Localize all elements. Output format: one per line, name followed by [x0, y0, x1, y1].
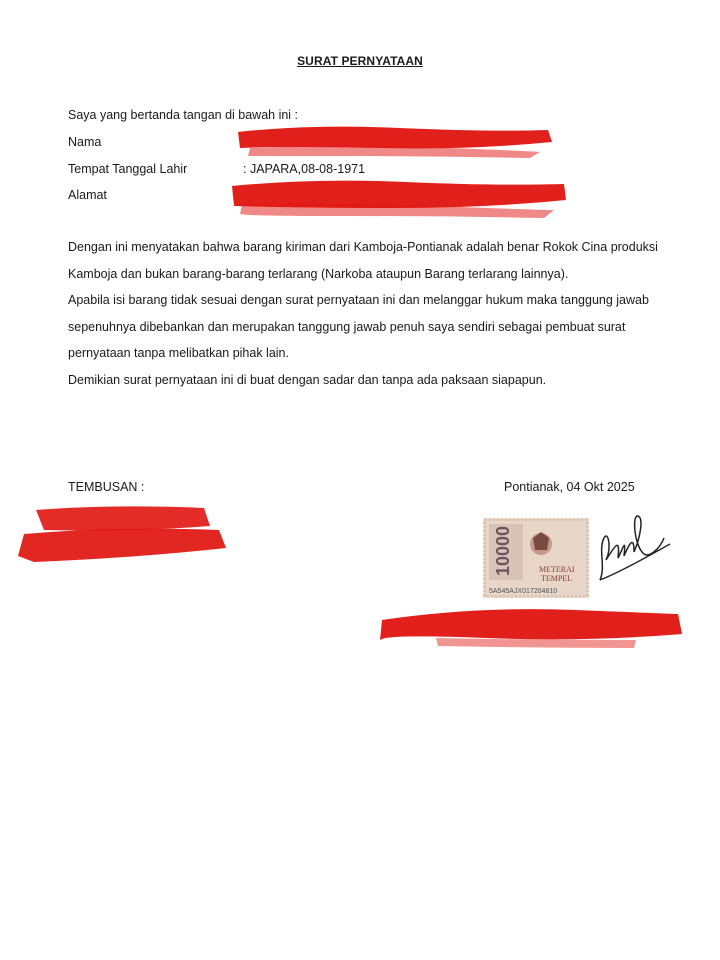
redaction-address [226, 174, 571, 220]
stamp-serial: 5A545AJX017204810 [489, 588, 558, 595]
intro-text: Saya yang bertanda tangan di bawah ini : [68, 108, 299, 122]
name-label: Nama [68, 135, 102, 149]
redaction-name [230, 118, 560, 160]
place-date: Pontianak, 04 Okt 2025 [504, 480, 635, 494]
statement-paragraph-2: Apabila isi barang tidak sesuai dengan surat pernyataan ini dan melanggar hukum maka tanggung jawab sepenuhnya dibebankan dan merupakan tanggung jawab penuh saya sendiri sebagai pembuat surat pernyataan tanpa melibatkan pihak lain. [68, 293, 649, 360]
cc-label: TEMBUSAN : [68, 480, 145, 494]
document-title: SURAT PERNYATAAN [297, 54, 423, 68]
birth-value: : JAPARA,08-08-1971 [243, 162, 366, 176]
redaction-signer-name [376, 600, 686, 650]
birth-label: Tempat Tanggal Lahir [68, 162, 188, 176]
signature [560, 508, 675, 588]
address-label: Alamat [68, 188, 107, 202]
statement-paragraph-1: Dengan ini menyatakan bahwa barang kiriman dari Kamboja-Pontianak adalah benar Rokok Cina produksi Kamboja dan bukan barang-barang terlarang (Narkoba ataupun Barang terlarang lainnya). [68, 240, 658, 281]
stamp-text-1: METERAI [539, 565, 575, 574]
statement-paragraph-3: Demikian surat pernyataan ini di buat dengan sadar dan tanpa ada paksaan siapapun. [68, 372, 547, 387]
redaction-cc [14, 496, 229, 570]
statement-body [68, 234, 658, 393]
stamp-value-text: 10000 [493, 525, 513, 576]
stamp-text-2: TEMPEL [541, 574, 573, 583]
